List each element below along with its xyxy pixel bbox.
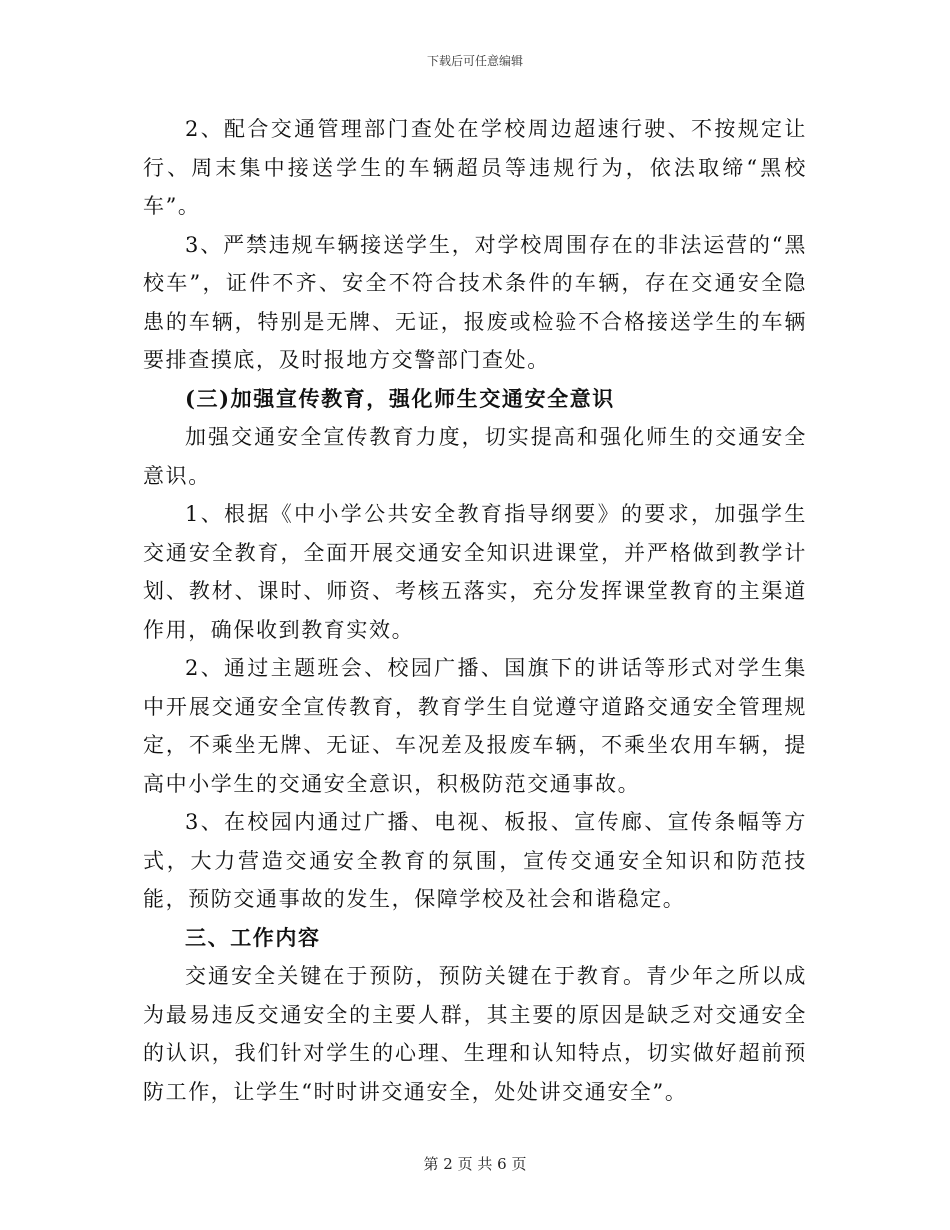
page-footer: 第 2 页 共 6 页 bbox=[423, 1155, 527, 1173]
paragraph-item-2b: 2、通过主题班会、校园广播、国旗下的讲话等形式对学生集中开展交通安全宣传教育，教育学生自觉遵守道路交通安全管理规定，不乘坐无牌、无证、车况差及报废车辆，不乘坐农用车辆，提高中小学生的交通安全意识，积极防范交通事故。 bbox=[143, 656, 807, 796]
section-heading-publicity: (三)加强宣传教育，强化师生交通安全意识 bbox=[185, 385, 615, 411]
paragraph-item-3b: 3、在校园内通过广播、电视、板报、宣传廊、宣传条幅等方式，大力营造交通安全教育的氛围，宣传交通安全知识和防范技能，预防交通事故的发生，保障学校及社会和谐稳定。 bbox=[143, 810, 807, 911]
paragraph-item-1: 1、根据《中小学公共安全教育指导纲要》的要求，加强学生交通安全教育，全面开展交通安全知识进课堂，并严格做到教学计划、教材、课时、师资、考核五落实，充分发挥课堂教育的主渠道作用，确保收到教育实效。 bbox=[143, 502, 807, 642]
section-heading-work-content: 三、工作内容 bbox=[185, 924, 321, 950]
paragraph-intro: 加强交通安全宣传教育力度，切实提高和强化师生的交通安全意识。 bbox=[143, 425, 807, 488]
paragraph-item-3: 3、严禁违规车辆接送学生，对学校周围存在的非法运营的“黑校车”，证件不齐、安全不符合技术条件的车辆，存在交通安全隐患的车辆，特别是无牌、无证，报废或检验不合格接送学生的车辆要排查摸底，及时报地方交警部门查处。 bbox=[143, 232, 807, 372]
paragraph-item-2: 2、配合交通管理部门查处在学校周边超速行驶、不按规定让行、周末集中接送学生的车辆超员等违规行为，依法取缔“黑校车”。 bbox=[143, 117, 807, 218]
paragraph-work-content: 交通安全关键在于预防，预防关键在于教育。青少年之所以成为最易违反交通安全的主要人群，其主要的原因是缺乏对交通安全的认识，我们针对学生的心理、生理和认知特点，切实做好超前预防工作，让学生“时时讲交通安全，处处讲交通安全”。 bbox=[143, 964, 807, 1104]
page-header: 下载后可任意编辑 bbox=[426, 54, 523, 68]
document-body bbox=[143, 110, 807, 1111]
